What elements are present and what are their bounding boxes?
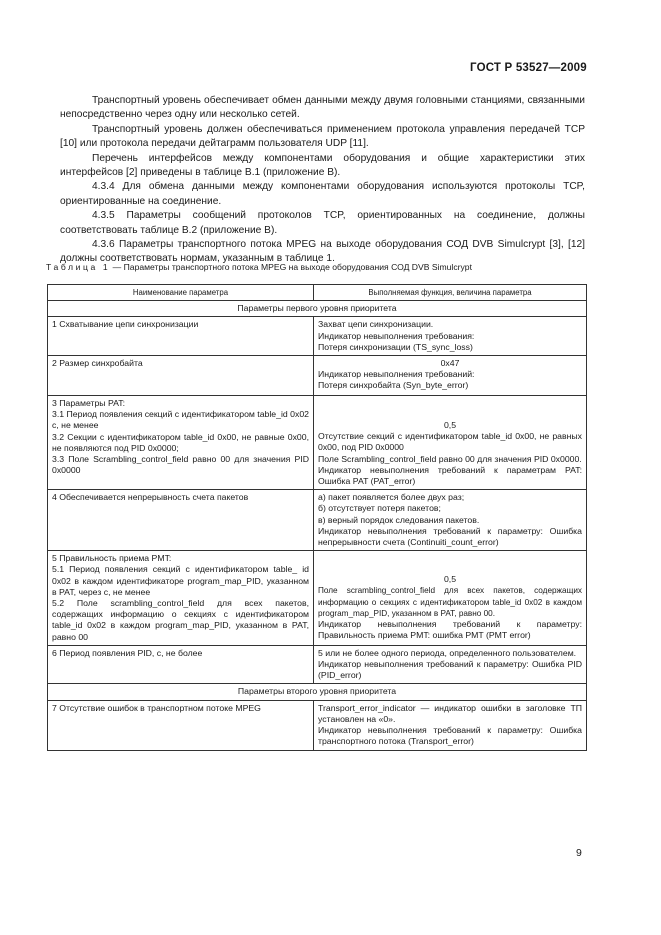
table-row (48, 645, 587, 684)
table-row (48, 396, 587, 490)
paragraph: Транспортный уровень обеспечивает обмен данными между двумя головными станциями, связанными непосредственно через одну или несколько сетей. (60, 95, 585, 121)
cell-line: 5.2 Поле scrambling_control_field для всех пакетов, содержащих информацию о секциях с идентификатором table_id 0x02 в каждом program_map_PID, указанном в PAT, равно 00 (52, 598, 309, 642)
cell-line: 1 Схватывание цепи синхронизации (52, 319, 199, 330)
paragraph: Перечень интерфейсов между компонентами оборудования и общие характеристики этих интерфейсов [2] приведены в таблице В.1 (приложение В). (60, 152, 585, 179)
cell-line: 5 или не более одного периода, определенного пользователем. (318, 647, 577, 658)
parameters-table (47, 284, 587, 751)
table-row (48, 551, 587, 646)
document-code: ГОСТ Р 53527—2009 (470, 62, 587, 74)
cell-line: 3 Параметры PAT: (52, 398, 126, 409)
parameter-cell (48, 356, 314, 396)
table-row (48, 317, 587, 356)
spacer (318, 553, 582, 574)
cell-line: Поле scrambling_control_field для всех пакетов, содержащих информацию о секциях с идентификатором table_id 0x02 в каждом program_map_PID, указанном в PAT, равно 00. (318, 586, 582, 618)
value-cell (314, 356, 587, 396)
group-label: Параметры второго уровня приоритета (48, 684, 587, 700)
cell-line: 3.1 Период появления секций с идентификатором table_id 0x02 с, не менее (52, 409, 309, 431)
value-cell (314, 700, 587, 750)
cell-value: 0,5 (443, 574, 457, 585)
value-cell (314, 645, 587, 684)
table-caption-text: — Параметры транспортного потока MPEG на выходе оборудования СОД DVB Simulcrypt (110, 262, 472, 272)
cell-line: Индикатор невыполнения требований к параметру: Ошибка непрерывности счета (Continuiti_count_error) (318, 525, 582, 548)
cell-line: в) верный порядок следования пакетов. (318, 514, 480, 525)
cell-line: Индикатор невыполнения требований к параметру: Ошибка PID (PID_error) (318, 659, 582, 681)
cell-line: 7 Отсутствие ошибок в транспортном потоке MPEG (52, 702, 261, 713)
cell-line: а) пакет появляется более двух раз; (318, 492, 465, 503)
spacer (318, 398, 582, 420)
value-cell (314, 317, 587, 356)
body-text (60, 94, 585, 267)
table-row (48, 700, 587, 750)
cell-line: Поле Scrambling_control_field равно 00 для значения PID 0x0000. (318, 453, 582, 464)
cell-value: 0,5 (443, 420, 457, 431)
cell-line: 3.3 Поле Scrambling_control_field равно 00 для значения PID 0x0000 (52, 454, 309, 476)
parameter-cell (48, 317, 314, 356)
cell-line: Индикатор невыполнения требований к параметру: Ошибка транспортного потока (Transport_error) (318, 725, 582, 747)
cell-line: 4 Обеспечивается непрерывность счета пакетов (52, 492, 249, 503)
cell-line: 5 Правильность приема PMT: (52, 553, 172, 564)
table-caption (46, 262, 606, 272)
cell-line: Transport_error_indicator — индикатор ошибки в заголовке ТП установлен на «0». (318, 702, 582, 724)
parameter-cell (48, 645, 314, 684)
group-row (48, 684, 587, 700)
cell-line: Потеря синхробайта (Syn_byte_error) (318, 380, 469, 391)
column-header: Наименование параметра (48, 285, 314, 301)
value-cell (314, 396, 587, 490)
table-caption-label: Таблица 1 (46, 262, 111, 272)
paragraph: 4.3.5 Параметры сообщений протоколов TCP, ориентированных на соединение, должны соответствовать таблице В.2 (приложение В). (60, 210, 585, 236)
table-row (48, 356, 587, 396)
cell-line: Потеря синхронизации (TS_sync_loss) (318, 341, 473, 352)
cell-line: Захват цепи синхронизации. (318, 319, 434, 330)
value-cell (314, 490, 587, 551)
value-cell (314, 551, 587, 646)
parameter-cell (48, 551, 314, 646)
page-number: 9 (576, 847, 582, 859)
cell-line: б) отсутствует потеря пакетов; (318, 503, 441, 514)
column-header: Выполняемая функция, величина параметра (314, 285, 587, 301)
cell-line: Отсутствие секций с идентификатором table_id 0x00, не равных 0x00, под PID 0x0000 (318, 431, 582, 453)
paragraph: Транспортный уровень должен обеспечиваться применением протокола управления передачей TCP [10] или протокола передачи дейтаграмм пользователя UDP [11]. (60, 123, 585, 150)
parameter-cell (48, 490, 314, 551)
cell-line: Индикатор невыполнения требований к параметру: Правильность приема PMT: ошибка PMT (PMT error) (318, 619, 582, 641)
group-label: Параметры первого уровня приоритета (48, 301, 587, 317)
cell-line: Индикатор невыполнения требований к параметрам PAT: Ошибка PAT (PAT_error) (318, 464, 582, 487)
parameter-cell (48, 700, 314, 750)
table-row (48, 490, 587, 551)
cell-line: 2 Размер синхробайта (52, 358, 143, 369)
parameter-cell (48, 396, 314, 490)
paragraph: 4.3.4 Для обмена данными между компонентами оборудования используются протоколы TCP, ориентированные на соединение. (60, 181, 585, 207)
group-row (48, 301, 587, 317)
cell-line: Индикатор невыполнения требований: (318, 369, 475, 380)
cell-line: 3.2 Секции с идентификатором table_id 0x00, не равные 0x00, не появляются под PID 0x0000; (52, 431, 309, 453)
table-header-row (48, 285, 587, 301)
cell-line: Индикатор невыполнения требования: (318, 330, 475, 341)
cell-line: 5.1 Период появления секций с идентификатором table_ id 0x02 в каждом идентификаторе program_map_PID, указанном в PAT, через с, не менее (52, 564, 309, 597)
cell-value: 0x47 (440, 358, 460, 369)
paragraph: 4.3.6 Параметры транспортного потока MPEG на выходе оборудования СОД DVB Simulcrypt [3], [12] должны соответствовать нормам, указанным в таблице 1. (60, 239, 585, 265)
cell-line: 6 Период появления PID, с, не более (52, 647, 203, 658)
